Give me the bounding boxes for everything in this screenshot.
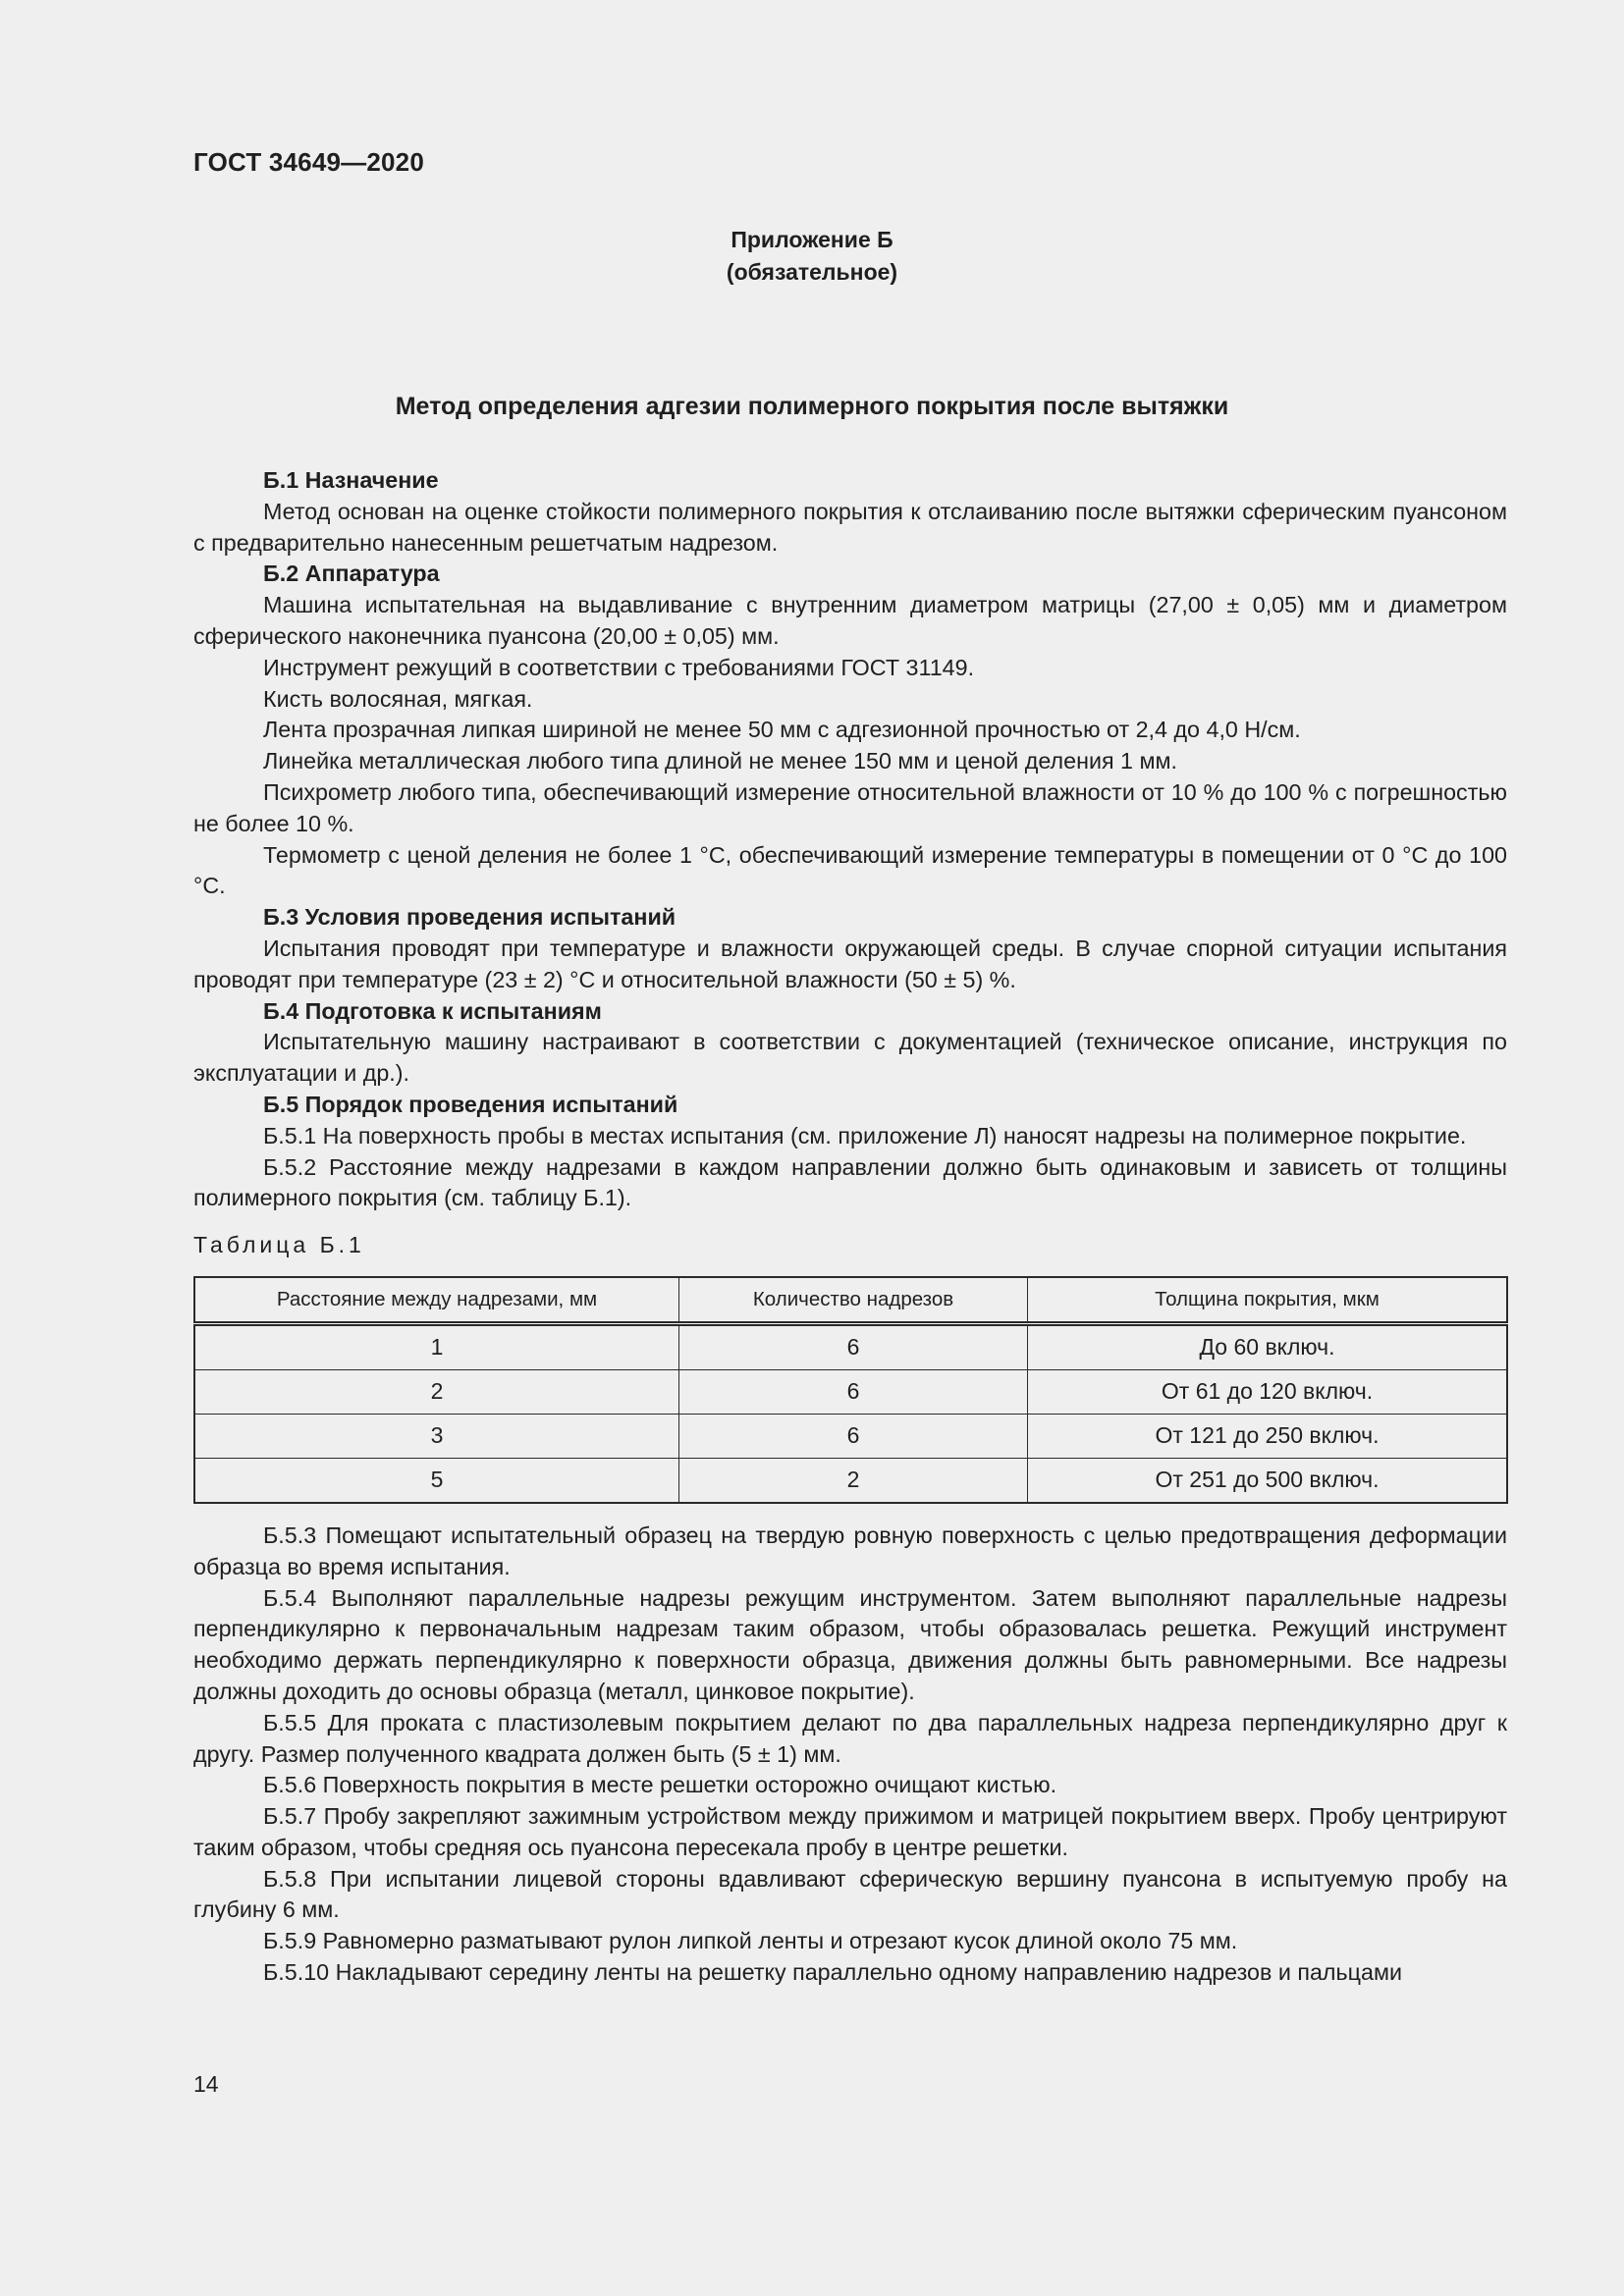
paragraph: Лента прозрачная липкая шириной не менее 50 мм с адгезионной прочностью от 2,4 до 4,0 Н/см. [263, 717, 1301, 743]
appendix-label: Приложение Б [731, 227, 893, 252]
section-heading-b4: Б.4 Подготовка к испытаниям [263, 997, 602, 1024]
table-cell: 3 [194, 1414, 679, 1458]
paragraph: Б.5.3 Помещают испытательный образец на твердую ровную поверхность с целью предотвращения деформации образца во время испытания. [193, 1522, 1507, 1579]
paragraph: Кисть волосяная, мягкая. [263, 685, 533, 712]
section-heading-b5: Б.5 Порядок проведения испытаний [263, 1091, 678, 1117]
table-caption: Таблица Б.1 [193, 1232, 365, 1258]
paragraph: Метод основан на оценке стойкости полимерного покрытия к отслаиванию после вытяжки сферическим пуансоном с предварительно нанесенным решетчатым надрезом. [193, 498, 1507, 556]
appendix-status: (обязательное) [726, 259, 898, 285]
paragraph: Б.5.8 При испытании лицевой стороны вдавливают сферическую вершину пуансона в испытуемую пробу на глубину 6 мм. [193, 1865, 1507, 1923]
table-row [194, 1369, 1507, 1414]
paragraph: Б.5.10 Накладывают середину ленты на решетку параллельно одному направлению надрезов и пальцами [263, 1959, 1402, 1986]
table-cell: 5 [194, 1458, 679, 1503]
section-heading-b2: Б.2 Аппаратура [263, 561, 440, 587]
table-cell: 2 [194, 1369, 679, 1414]
table-cell: 1 [194, 1323, 679, 1369]
paragraph: Б.5.9 Равномерно разматывают рулон липкой ленты и отрезают кусок длиной около 75 мм. [263, 1928, 1238, 1954]
column-header: Расстояние между надрезами, мм [194, 1277, 679, 1324]
table-cell: От 121 до 250 включ. [1028, 1414, 1508, 1458]
paragraph: Машина испытательная на выдавливание с внутренним диаметром матрицы (27,00 ± 0,05) мм и диаметром сферического наконечника пуансона (20,00 ± 0,05) мм. [193, 592, 1507, 649]
table-cell: От 61 до 120 включ. [1028, 1369, 1508, 1414]
page-number: 14 [193, 2071, 219, 2097]
table-row [194, 1458, 1507, 1503]
section-heading-b3: Б.3 Условия проведения испытаний [263, 904, 677, 931]
paragraph: Психрометр любого типа, обеспечивающий измерение относительной влажности от 10 % до 100 % с погрешностью не более 10 %. [193, 778, 1507, 836]
paragraph: Б.5.6 Поверхность покрытия в месте решетки осторожно очищают кистью. [263, 1772, 1057, 1798]
table-header-row [194, 1277, 1507, 1324]
paragraph: Б.5.5 Для проката с пластизолевым покрытием делают по два параллельных надреза перпендикулярно друг к другу. Размер полученного квадрата должен быть (5 ± 1) мм. [193, 1709, 1507, 1767]
paragraph: Б.5.4 Выполняют параллельные надрезы режущим инструментом. Затем выполняют параллельные надрезы перпендикулярно к первоначальным надрезам таким образом, чтобы образовалась решетка. Режущий инструмент необходимо держать перпендикулярно к поверхности образца, движения должны быть равномерными. Все надрезы должны доходить до основы образца (металл, цинковое покрытие). [193, 1584, 1507, 1704]
table-row [194, 1414, 1507, 1458]
paragraph: Инструмент режущий в соответствии с требованиями ГОСТ 31149. [263, 654, 975, 680]
table-cell: 6 [679, 1369, 1028, 1414]
paragraph: Б.5.7 Пробу закрепляют зажимным устройством между прижимом и матрицей покрытием вверх. Пробу центрируют таким образом, чтобы средняя ось пуансона пересекала пробу в центре решетки. [193, 1803, 1507, 1860]
paragraph: Б.5.1 На поверхность пробы в местах испытания (см. приложение Л) наносят надрезы на полимерное покрытие. [263, 1122, 1467, 1148]
table-row [194, 1323, 1507, 1369]
table-cell: 6 [679, 1323, 1028, 1369]
section-heading-b1: Б.1 Назначение [263, 467, 439, 493]
table-cell: 2 [679, 1458, 1028, 1503]
table-cell: До 60 включ. [1028, 1323, 1508, 1369]
paragraph: Термометр с ценой деления не более 1 °С, обеспечивающий измерение температуры в помещении от 0 °С до 100 °С. [193, 841, 1507, 899]
spacer [193, 1214, 1507, 1230]
paragraph: Испытательную машину настраивают в соответствии с документацией (техническое описание, инструкция по эксплуатации и др.). [193, 1029, 1507, 1087]
paragraph: Линейка металлическая любого типа длиной не менее 150 мм и ценой деления 1 мм. [263, 748, 1177, 774]
paragraph: Б.5.2 Расстояние между надрезами в каждом направлении должно быть одинаковым и зависеть от толщины полимерного покрытия (см. таблицу Б.1). [193, 1153, 1507, 1211]
column-header: Количество надрезов [679, 1277, 1028, 1324]
data-table [193, 1276, 1508, 1504]
column-header: Толщина покрытия, мкм [1028, 1277, 1508, 1324]
appendix-title: Метод определения адгезии полимерного покрытия после вытяжки [395, 393, 1229, 420]
table-cell: 6 [679, 1414, 1028, 1458]
paragraph: Испытания проводят при температуре и влажности окружающей среды. В случае спорной ситуации испытания проводят при температуре (23 ± 2) °С и относительной влажности (50 ± 5) %. [193, 934, 1507, 992]
table-cell: От 251 до 500 включ. [1028, 1458, 1508, 1503]
document-header: ГОСТ 34649—2020 [193, 147, 424, 177]
appendix-heading [0, 224, 1624, 289]
document-body [193, 465, 1507, 1989]
